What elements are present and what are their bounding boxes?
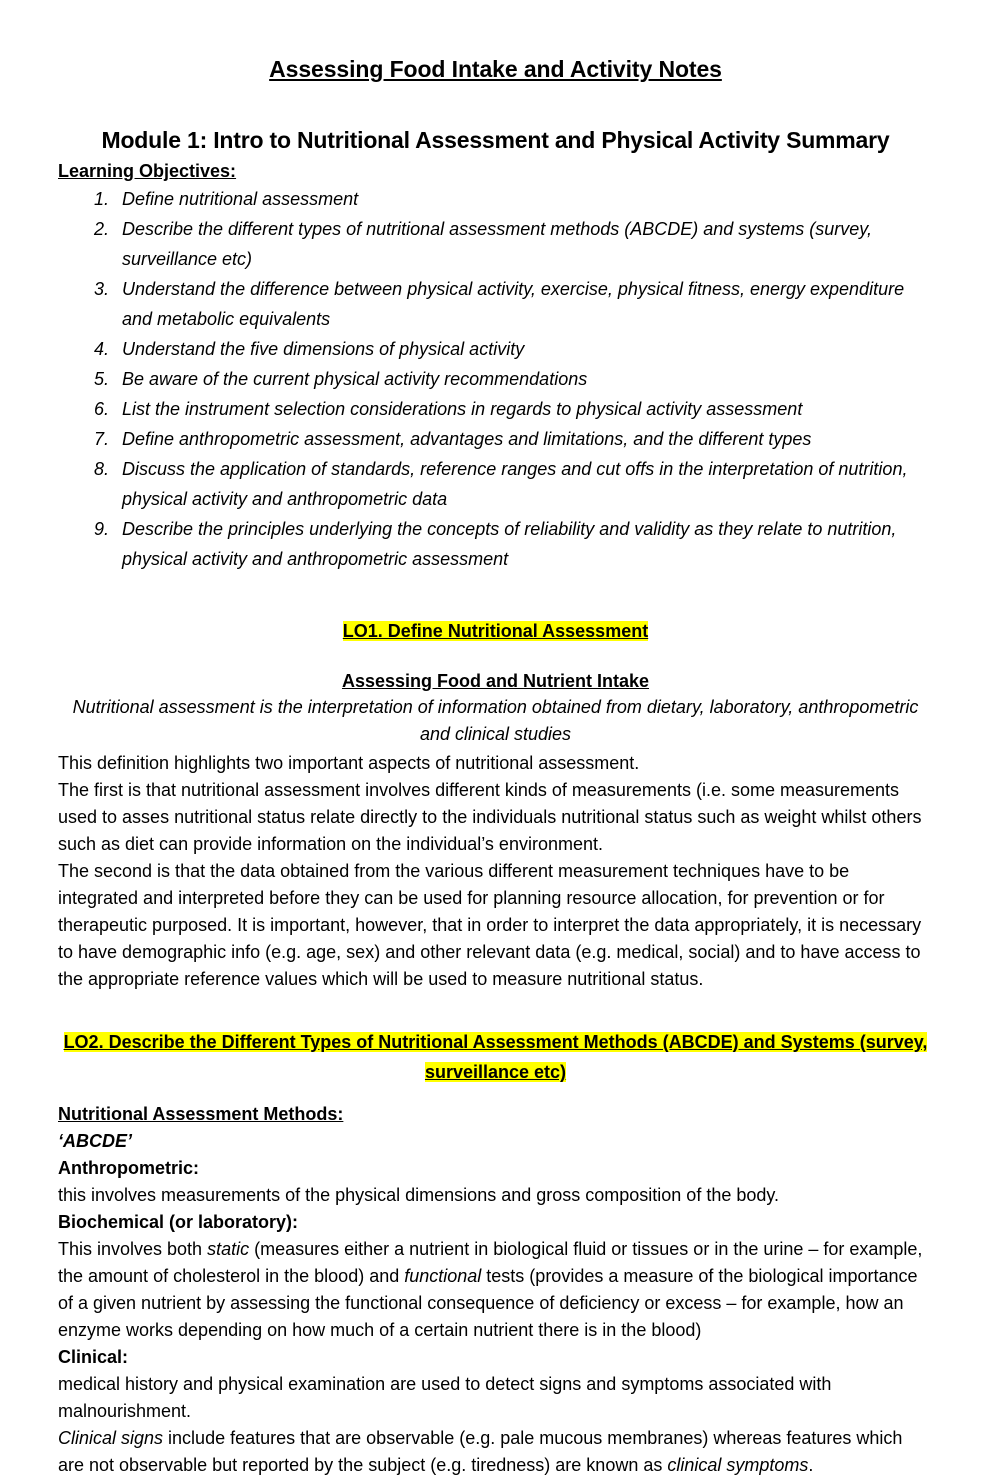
abcde-label: ‘ABCDE’	[58, 1131, 133, 1151]
list-item	[58, 214, 933, 274]
lo1-heading	[58, 574, 933, 646]
list-item	[58, 394, 933, 424]
list-item-text: Understand the five dimensions of physical activity	[122, 339, 525, 359]
learning-objectives-list	[58, 184, 933, 574]
clinical-signs-paragraph	[58, 1425, 933, 1479]
list-item-number: 8.	[94, 459, 110, 479]
paragraph: The second is that the data obtained from the various different measurement techniques have to be integrated and interpreted before they can be used for planning resource allocation, for prevention or for therapeutic purposed. It is important, however, that in order to interpret the data appropriately, it is necessary to have demographic info (e.g. age, sex) and other relevant data (e.g. medical, social) and to have access to the appropriate reference values which will be used to measure nutritional status.	[58, 861, 922, 989]
methods-heading: Nutritional Assessment Methods:	[58, 1104, 344, 1124]
section-spacer	[58, 1087, 933, 1101]
page-title: Assessing Food Intake and Activity Notes	[269, 56, 722, 82]
list-item	[58, 364, 933, 394]
list-item-number: 6.	[94, 399, 110, 419]
lo1-definition: Nutritional assessment is the interpretation of information obtained from dietary, laboratory, anthropometric and clinical studies	[72, 697, 919, 744]
italic-term-clinical-signs: Clinical signs	[58, 1428, 164, 1448]
list-item-number: 5.	[94, 369, 110, 389]
text-run: (measures either a nutrient in biological fluid or tissues or in the urine – for example, the amount of cholesterol in the blood) and	[58, 1239, 923, 1286]
italic-term-functional: functional	[404, 1266, 482, 1286]
list-item-text: List the instrument selection considerations in regards to physical activity assessment	[122, 399, 803, 419]
list-item	[58, 454, 933, 514]
list-item	[58, 514, 933, 574]
text-run: .	[808, 1455, 814, 1475]
module-title: Module 1: Intro to Nutritional Assessment and Physical Activity Summary	[101, 127, 890, 153]
list-item-text: Define anthropometric assessment, advantages and limitations, and the different types	[122, 429, 812, 449]
list-item-number: 1.	[94, 189, 110, 209]
paragraph: This definition highlights two important aspects of nutritional assessment.	[58, 753, 640, 773]
list-item	[58, 274, 933, 334]
list-item-number: 4.	[94, 339, 110, 359]
list-item-number: 9.	[94, 519, 110, 539]
paragraph: The first is that nutritional assessment involves different kinds of measurements (i.e. some measurements used to asses nutritional status relate directly to the individuals nutritional status such as weight whilst others such as diet can provide information on the individual’s environment.	[58, 780, 922, 854]
list-item-text: Describe the different types of nutritional assessment methods (ABCDE) and systems (survey, surveillance etc)	[122, 219, 872, 269]
text-run: include features that are observable (e.g. pale mucous membranes) whereas features which are not observable but reported by the subject (e.g. tiredness) are known as	[58, 1428, 903, 1475]
lo2-heading-text: LO2. Describe the Different Types of Nutritional Assessment Methods (ABCDE) and Systems (survey, surveillance etc)	[63, 1032, 928, 1082]
method-term-biochemical: Biochemical (or laboratory):	[58, 1212, 299, 1232]
list-item-text: Understand the difference between physical activity, exercise, physical fitness, energy expenditure and metabolic equivalents	[122, 279, 905, 329]
method-body-anthropometric: this involves measurements of the physical dimensions and gross composition of the body.	[58, 1185, 780, 1205]
list-item	[58, 184, 933, 214]
list-item-number: 2.	[94, 219, 110, 239]
method-body-clinical: medical history and physical examination are used to detect signs and symptoms associated with malnourishment.	[58, 1374, 832, 1421]
list-item-number: 7.	[94, 429, 110, 449]
italic-term-clinical-symptoms: clinical symptoms	[667, 1455, 809, 1475]
learning-objectives-heading: Learning Objectives:	[58, 161, 237, 181]
lo1-heading-text: LO1. Define Nutritional Assessment	[342, 621, 649, 641]
method-body-biochemical	[58, 1236, 933, 1344]
text-run: This involves both	[58, 1239, 208, 1259]
list-item-text: Describe the principles underlying the concepts of reliability and validity as they relate to nutrition, physical activity and anthropometric assessment	[122, 519, 897, 569]
lo1-body	[58, 748, 933, 993]
method-term-anthropometric: Anthropometric:	[58, 1158, 199, 1178]
lo2-heading	[58, 993, 933, 1087]
italic-term-static: static	[207, 1239, 250, 1259]
method-term-clinical: Clinical:	[58, 1347, 129, 1367]
text-run: tests (provides a measure of the biological importance of a given nutrient by assessing the functional consequence of deficiency or excess – for example, how an enzyme works depending on how much of a certain nutrient there is in the blood)	[58, 1266, 918, 1340]
list-item	[58, 424, 933, 454]
list-item-text: Discuss the application of standards, reference ranges and cut offs in the interpretation of nutrition, physical activity and anthropometric data	[122, 459, 908, 509]
list-item-text: Be aware of the current physical activity recommendations	[122, 369, 588, 389]
list-item	[58, 334, 933, 364]
list-item-text: Define nutritional assessment	[122, 189, 359, 209]
lo1-subheading: Assessing Food and Nutrient Intake	[341, 671, 650, 691]
list-item-number: 3.	[94, 279, 110, 299]
